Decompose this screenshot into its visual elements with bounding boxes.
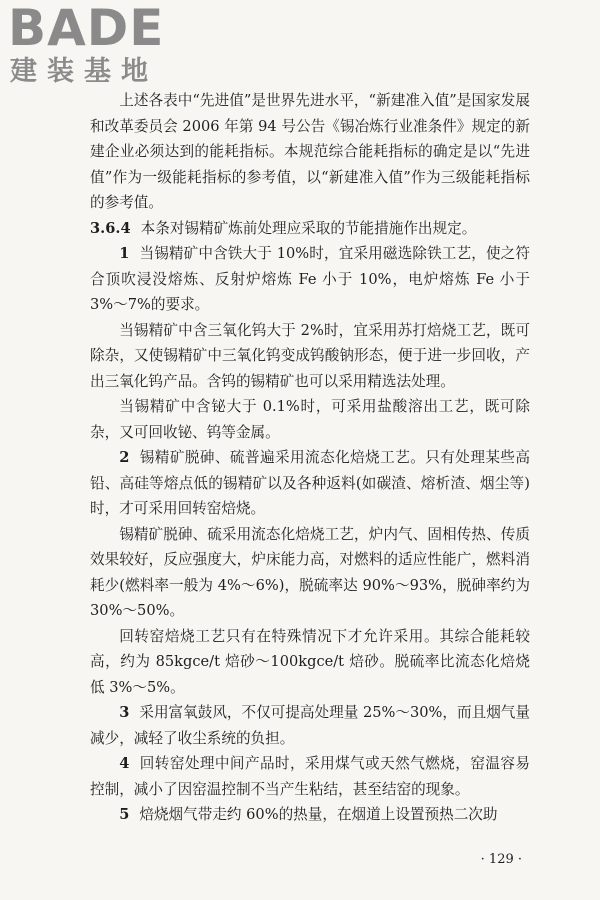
section-text: 本条对锡精矿炼前处理应采取的节能措施作出规定。: [140, 219, 477, 237]
section-number: 3.6.4: [90, 219, 131, 237]
paragraph: 锡精矿脱砷、硫采用流态化焙烧工艺，炉内气、固相传热、传质效果较好，反应强度大，炉床能力高，对燃料的适应性能广，燃料消耗少(燃料率一般为 4%～6%)，脱硫率达 90%～93%，脱砷率约为 30%～50%。: [90, 525, 530, 619]
item-text: 回转窑处理中间产品时，采用煤气或天然气燃烧，窑温容易控制，减小了因窑温控制不当产生粘结，甚至结窑的现象。: [90, 755, 530, 798]
list-item: [90, 445, 530, 522]
item-number: 2: [119, 449, 130, 466]
page-number: · 129 ·: [480, 852, 522, 867]
logo-subtitle: 建装基地: [10, 56, 158, 87]
page-body: [90, 88, 530, 828]
paragraph: 当锡精矿中含三氧化钨大于 2%时，宜采用苏打焙烧工艺，既可除杂，又使锡精矿中三氧化钨变成钨酸钠形态，便于进一步回收，产出三氧化钨产品。含钨的锡精矿也可以采用精选法处理。: [90, 321, 530, 390]
paragraph: 上述各表中“先进值”是世界先进水平，“新建准入值”是国家发展和改革委员会 2006 年第 94 号公告《锡冶炼行业准条件》规定的新建企业必须达到的能耗指标。本规范综合能耗指标的确定是以“先进值”作为一级能耗指标的参考值，以“新建准入值”作为三级能耗指标的参考值。: [90, 92, 530, 211]
item-number: 4: [119, 755, 130, 772]
item-text: 锡精矿脱砷、硫普遍采用流态化焙烧工艺。只有处理某些高铅、高硅等熔点低的锡精矿以及各种返料(如碳渣、熔析渣、烟尘等)时，才可采用回转窑焙烧。: [90, 449, 530, 517]
paragraph: 当锡精矿中含铋大于 0.1%时，可采用盐酸溶出工艺，既可除杂，又可回收铋、钨等金属。: [90, 398, 530, 441]
item-number: 3: [119, 704, 130, 721]
item-number: 1: [119, 245, 130, 262]
list-item: [90, 802, 530, 828]
item-text: 当锡精矿中含铁大于 10%时，宜采用磁选除铁工艺，使之符合顶吹浸没熔炼、反射炉熔炼 Fe 小于 10%，电炉熔炼 Fe 小于 3%～7%的要求。: [90, 245, 530, 313]
item-number: 5: [119, 806, 130, 823]
logo-wordmark: BADE: [8, 0, 165, 57]
item-text: 采用富氧鼓风，不仅可提高处理量 25%～30%，而且烟气量减少，减轻了收尘系统的负担。: [90, 704, 530, 747]
bade-logo: [8, 0, 178, 92]
item-text: 焙烧烟气带走约 60%的热量，在烟道上设置预热二次助: [139, 806, 498, 823]
section-heading: [90, 216, 530, 242]
list-item: [90, 700, 530, 751]
paragraph: 回转窑焙烧工艺只有在特殊情况下才允许采用。其综合能耗较高，约为 85kgce/t 焙砂～100kgce/t 焙砂。脱硫率比流态化焙烧低 3%～5%。: [90, 627, 530, 696]
list-item: [90, 241, 530, 318]
list-item: [90, 751, 530, 802]
